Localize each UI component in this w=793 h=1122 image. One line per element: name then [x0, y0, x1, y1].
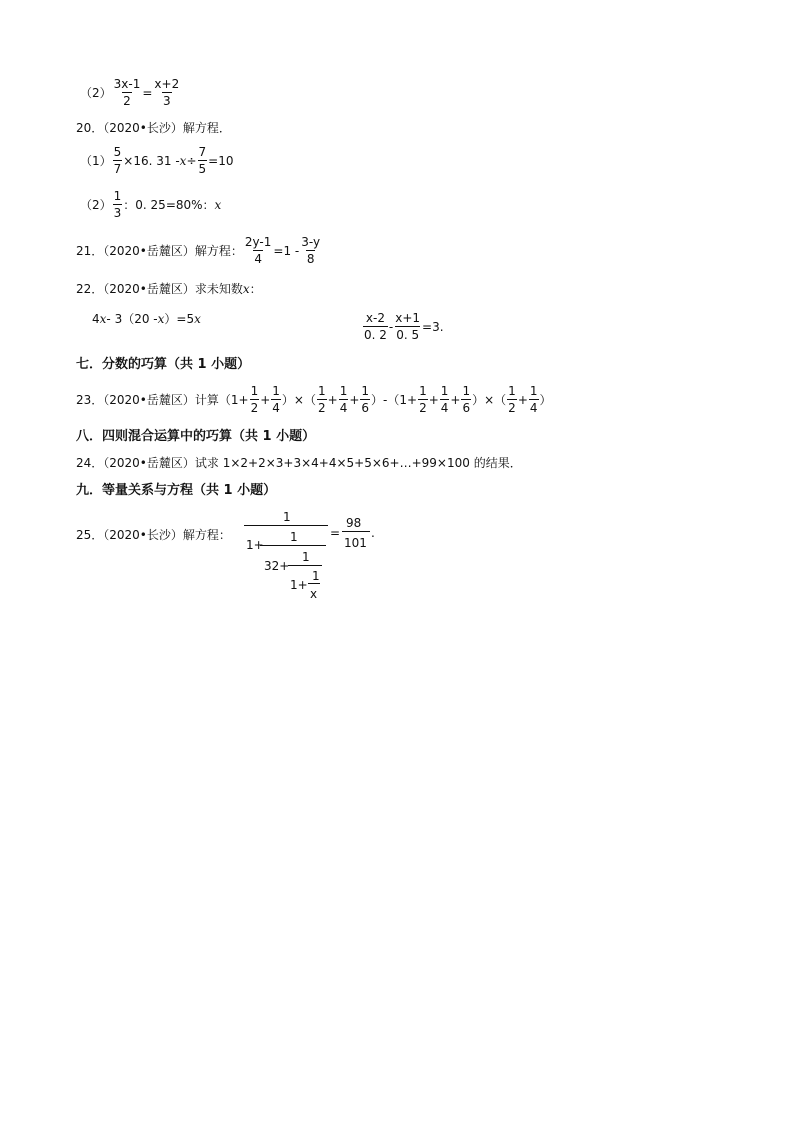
q23: 23．（2020•岳麓区）计算（1+ $\frac{1}{2}$ + $\frac{1}{4}$ ）×（ $\frac{1}{2}$ + $\frac{1}{4}$ + $\frac{1}{6}$ ）-（1+ $\frac{1}{2}$ + $\frac{1}{4}$ + $\frac{1}{6}$ ）×（ $\frac{1}{2}$ + $\frac{1}{4}$ ）: [76, 384, 552, 415]
section-heading: 八．四则混合运算中的巧算（共 1 小题）: [76, 429, 316, 444]
section-heading: 九．等量关系与方程（共 1 小题）: [76, 483, 277, 498]
equals-sign: =: [330, 526, 341, 540]
cf-level3: 1+: [290, 578, 308, 592]
q21: 21．（2020•岳麓区）解方程： $\frac{2y-1}{4}$ =1 - $\frac{3-y}{8}$: [76, 235, 321, 266]
fraction: $\frac{1}{2}$: [250, 384, 259, 415]
q19-part2: （2） $\frac{3x-1}{2}$ = $\frac{x+2}{3}$: [80, 77, 180, 108]
q22-equation-a: 4 x - 3（20 - x ）=5 x: [92, 312, 201, 326]
fraction: $\frac{1}{4}$: [440, 384, 449, 415]
fraction-bar: [288, 565, 322, 566]
cf-variable: x: [310, 587, 318, 601]
rhs-numerator: 98: [346, 516, 362, 530]
q24: 24．（2020•岳麓区）试求 1×2+2×3+3×4+4×5+5×6+…+99×100 的结果．: [76, 456, 522, 470]
fraction: $\frac{1}{4}$: [339, 384, 348, 415]
period: .: [371, 526, 375, 540]
fraction-bar: [308, 583, 320, 584]
cf-level3-numerator: 1: [312, 569, 320, 583]
section-heading: 七．分数的巧算（共 1 小题）: [76, 357, 251, 372]
fraction: $\frac{1}{3}$: [113, 189, 122, 220]
fraction: $\frac{1}{2}$: [317, 384, 326, 415]
cf-level2-numerator: 1: [302, 550, 310, 564]
q25-prefix: 25．（2020•长沙）解方程：: [76, 528, 231, 542]
q25: [76, 508, 496, 603]
fraction-bar: [342, 531, 370, 532]
fraction: $\frac{x+2}{3}$: [154, 77, 180, 108]
fraction: $\frac{1}{2}$: [419, 384, 427, 415]
fraction-bar: [260, 545, 326, 546]
q20-part2: （2） $\frac{1}{3}$ ：0. 25=80%： x: [80, 189, 222, 220]
fraction: $\frac{1}{4}$: [529, 384, 538, 415]
q22-equation-b: $\frac{x-2}{0. 2}$ - $\frac{x+1}{0. 5}$ =3.: [364, 311, 444, 342]
fraction: $\frac{1}{6}$: [361, 384, 370, 415]
rhs-denominator: 101: [344, 536, 367, 550]
fraction: $\frac{2y-1}{4}$: [244, 235, 272, 266]
fraction: $\frac{7}{5}$: [198, 145, 207, 176]
q19-part2-label: （2）: [80, 85, 112, 100]
fraction: $\frac{x+1}{0. 5}$: [395, 311, 421, 342]
cf-level1: 1+: [246, 538, 264, 552]
fraction: $\frac{1}{6}$: [462, 384, 471, 415]
fraction: $\frac{3x-1}{2}$: [113, 77, 141, 108]
cf-level1-numerator: 1: [290, 530, 298, 544]
cf-top-numerator: 1: [283, 510, 291, 524]
q22-title: 22．（2020•岳麓区）求未知数 x ：: [76, 282, 262, 296]
q20-part1: （1） $\frac{5}{7}$ ×16. 31 - x ÷ $\frac{7}{5}$ =10: [80, 145, 234, 176]
q20-title: 20．（2020•长沙）解方程．: [76, 121, 231, 135]
fraction: $\frac{5}{7}$: [113, 145, 122, 176]
fraction: $\frac{x-2}{0. 2}$: [364, 311, 387, 342]
fraction: $\frac{3-y}{8}$: [301, 235, 321, 266]
cf-level2: 32+: [264, 559, 290, 573]
fraction-bar: [244, 525, 328, 526]
fraction: $\frac{1}{4}$: [272, 384, 280, 415]
fraction: $\frac{1}{2}$: [508, 384, 516, 415]
